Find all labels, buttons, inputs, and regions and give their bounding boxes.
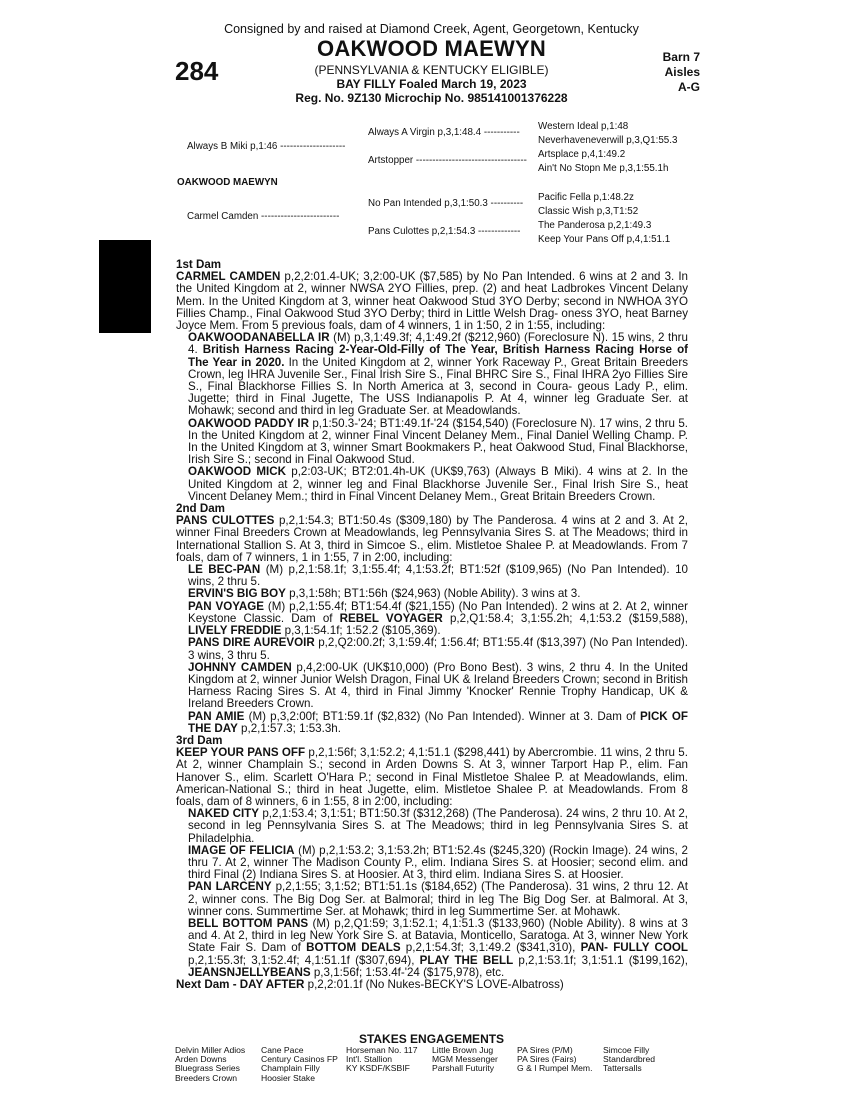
stakes-item: Champlain Filly (261, 1063, 320, 1074)
aisles-range: A-G (678, 80, 700, 94)
third-dam-entry: KEEP YOUR PANS OFF p,2,1:56f; 3,1:52.2; 4,1:51.1 ($298,441) by Abercrombie. 11 wins, 2 thru 5. At 2, winner Champlain S.; second in Arden Downs S. At 3, winner Tarport Hap P., elim. Fan Hanover S., elim. Scarlett O'Hara P.; second in Final Mistletoe Shalee P. at Meadowlands, elim. American-National S.; third in heat Jugette, elim. Mistletoe Shalee P. at Meadowlands. From 8 foals, dam of 8 winners, 6 in 1:55, 8 in 2:00, including: (176, 746, 688, 808)
stakes-item: Hoosier Stake (261, 1072, 315, 1083)
stakes-item: MGM Messenger (432, 1054, 498, 1065)
hip-number: 284 (175, 56, 219, 86)
stakes-item: Bluegrass Series (175, 1063, 240, 1074)
registration-line: Reg. No. 9Z130 Microchip No. 985141001376228 (295, 91, 568, 105)
produce-entry: LE BEC-PAN (M) p,2,1:58.1f; 3,1:55.4f; 4,1:53.2f; BT1:52f ($109,965) (No Pan Intended). 10 wins, 2 thru 5. (188, 563, 688, 589)
stakes-item: Cane Pace (261, 1045, 304, 1055)
second-dam-heading: 2nd Dam (176, 502, 225, 516)
stakes-column (261, 1046, 338, 1083)
stakes-item: Standardbred (603, 1054, 656, 1065)
third-dam-heading: 3rd Dam (176, 733, 223, 747)
consignor-line: Consigned by and raised at Diamond Creek, Agent, Georgetown, Kentucky (224, 22, 639, 36)
first-dam-heading: 1st Dam (176, 258, 222, 271)
first-dam-entry: CARMEL CAMDEN p,2,2:01.4-UK; 3,2:00-UK ($7,585) by No Pan Intended. 6 wins at 2 and 3. In the United Kingdom at 2, winner NWSA 2YO Fillies, prep. (2) and heat Ladbrokes Vincent Delany Mem. In the United Kingdom at 3, winner heat Oakwood Stud 3YO Derby; second in NWHOA 3YO Fillies Champ., Final Oakwood Stud 3YO Derby; third in Little Welsh Drag- oness 3YO, heat Barney Joyce Mem. From 5 previous foals, dam of 4 winners, 1 in 1:50, 2 in 1:55, including: (176, 270, 688, 333)
stakes-engagements-title: STAKES ENGAGEMENTS (358, 1032, 505, 1046)
pedigree-ggen-8: Keep Your Pans Off p,4,1:51.1 (538, 234, 671, 245)
stakes-column (175, 1046, 245, 1083)
produce-entry: OAKWOOD MICK p,2:03-UK; BT2:01.4h-UK (UK$9,763) (Always B Miki). 4 wins at 2. In the United Kingdom at 2, winner leg and Final Blackhorse Juvenile Ser., Final Irish Sire S., heat Vincent Delaney Mem.; third in Final Vincent Delaney Mem., Great Britain Breeders Crown. (188, 465, 688, 503)
stakes-item: Int'l. Stallion (346, 1054, 393, 1065)
foaled-line: BAY FILLY Foaled March 19, 2023 (336, 77, 527, 91)
produce-entry: PANS DIRE AUREVOIR p,2,Q2:00.2f; 3,1:59.4f; 1:56.4f; BT1:55.4f ($13,397) (No Pan Intended). 3 wins, 3 thru 5. (188, 636, 688, 662)
stakes-item: G & I Rumpel Mem. (517, 1063, 593, 1074)
stakes-item: Little Brown Jug (432, 1045, 494, 1055)
stakes-column (603, 1046, 655, 1074)
produce-entry: PAN LARCENY p,2,1:55; 3,1:52; BT1:51.1s ($184,652) (The Panderosa). 31 wins, 2 thru 12. At 2, winner cons. The Big Dog Ser. at Balmoral; third in leg The Big Dog Ser. at Balmoral. At 3, winner cons. Summertime Ser. at Mohawk; third in leg Summertime Ser. at Mohawk. (188, 880, 688, 918)
horse-name: OAKWOOD MAEWYN (317, 36, 546, 61)
eligibility-line: (PENNSYLVANIA & KENTUCKY ELIGIBLE) (314, 63, 549, 77)
pedigree-ggen-6: Classic Wish p,3,T1:52 (538, 206, 639, 217)
stakes-item: PA Sires (Fairs) (517, 1054, 577, 1065)
stakes-item: Parshall Futurity (432, 1063, 495, 1074)
stakes-item: PA Sires (P/M) (517, 1045, 573, 1055)
pedigree-ggen-4: Ain't No Stopn Me p,3,1:55.1h (538, 163, 669, 174)
produce-entry: JOHNNY CAMDEN p,4,2:00-UK (UK$10,000) (Pro Bono Best). 3 wins, 2 thru 4. In the United Kingdom at 2, winner Junior Welsh Dragon, Final UK & Ireland Breeders Crown; second in British Harness Racing Sires S. At 4, third in Final Jimmy 'Knocker' Rennie Trophy Handicap, UK & Ireland Breeders Crown. (188, 660, 688, 711)
produce-entry: OAKWOODANABELLA IR (M) p,3,1:49.3f; 4,1:49.2f ($212,960) (Foreclosure N). 15 wins, 2 thru 4. British Harness Racing 2-Year-Old-Filly of The Year, British Harness Racing Horse of The Year in 2020. In the United Kingdom at 2, winner York Raceway P., Great Britain Breeders Crown, leg IHRA Juvenile Ser., Final Irish Sire S., Final BHRC Sire S., Final IHRA 2yo Fillies Sire S., Final Blackhorse Fillies S. In North America at 3, second in Coura- geous Lady P., elim. Jugette; third in Final Jugette, The USS Indianapolis P. At 4, winner leg Graduate Ser. at Mohawk; second and third in leg Graduate Ser. at Meadowlands. (188, 331, 689, 418)
produce-entry: NAKED CITY p,2,1:53.4; 3,1:51; BT1:50.3f ($312,268) (The Panderosa). 24 wins, 2 thru 10. At 2, second in leg Pennsylvania Sires S. at The Meadows; third in leg Pennsylvania Sires S. at Philadelphia. (188, 807, 688, 845)
stakes-item: Tattersalls (603, 1063, 642, 1074)
stakes-item: Century Casinos FP (261, 1054, 338, 1065)
stakes-item: Arden Downs (175, 1054, 227, 1065)
pedigree-dam-sire: No Pan Intended p,3,1:50.3 ---------- (368, 198, 524, 209)
stakes-column (517, 1046, 592, 1074)
produce-entry: ERVIN'S BIG BOY p,3,1:58h; BT1:56h ($24,963) (Noble Ability). 3 wins at 3. (188, 587, 581, 601)
produce-entry: OAKWOOD PADDY IR p,1:50.3-'24; BT1:49.1f-'24 ($154,540) (Foreclosure N). 17 wins, 2 thru 5. In the United Kingdom at 2, winner Final Vincent Delaney Mem., Final Daniel Welling Champ. P. In the United Kingdom at 3, winner Smart Bookmakers P., heat Oakwood Stud, Final Blackhorse, Irish Sire S.; second in Final Oakwood Stud. (188, 416, 688, 467)
pedigree-sire-sire: Always A Virgin p,3,1:48.4 ----------- (368, 127, 520, 138)
pedigree-dam: Carmel Camden ------------------------ (187, 211, 340, 222)
pedigree-ggen-7: The Panderosa p,2,1:49.3 (538, 220, 652, 231)
pedigree-ggen-5: Pacific Fella p,1:48.2z (538, 192, 634, 203)
produce-entry: IMAGE OF FELICIA (M) p,2,1:53.2; 3,1:53.2h; BT1:52.4s ($245,320) (Rockin Image). 24 wins, 2 thru 7. At 2, winner The Madison County P., elim. Indiana Sires S. at Hoosier; second elim. and third Final (2) Indiana Sires S. at Hoosier. At 3, third elim. Indiana Sires S. at Hoosier. (188, 843, 688, 882)
produce-entry: PAN AMIE (M) p,3,2:00f; BT1:59.1f ($2,832) (No Pan Intended). Winner at 3. Dam of PICK OF THE DAY p,2,1:57.3; 1:53.3h. (188, 709, 688, 735)
stakes-item: KY KSDF/KSBIF (346, 1063, 410, 1074)
next-dam-line: Next Dam - DAY AFTER p,2,2:01.1f (No Nukes-BECKY'S LOVE-Albatross) (176, 977, 564, 991)
pedigree-dam-dam: Pans Culottes p,2,1:54.3 ------------- (368, 226, 521, 237)
catalog-body (176, 259, 688, 991)
produce-entry: PAN VOYAGE (M) p,2,1:55.4f; BT1:54.4f ($21,155) (No Pan Intended). 2 wins at 2. At 2, winner Keystone Classic. Dam of REBEL VOYAGER p,2,Q1:58.4; 3,1:55.2h; 4,1:53.2 ($159,588), LIVELY FREDDIE p,3,1:54.1f; 1:52.2 ($105,369). (188, 599, 688, 638)
stakes-item: Delvin Miller Adios (175, 1045, 246, 1055)
pedigree-ggen-2: Neverhaveneverwill p,3,Q1:55.3 (538, 135, 678, 146)
produce-entry: BELL BOTTOM PANS (M) p,2,Q1:59; 3,1:52.1; 4,1:51.3 ($133,960) (Noble Ability). 8 wins at 3 and 4. At 2, third in leg New York Sire S. at Batavia, Monticello, Saratoga. At 3, winner New York State Fair S. Dam of BOTTOM DEALS p,2,1:54.3f; 3,1:49.2 ($341,310), PAN- FULLY COOL p,2,1:55.3f; 3,1:52.4f; 4,1:51.1f ($307,694), PLAY THE BELL p,2,1:53.1f; 3,1:51.1 ($199,162), JEANSNJELLYBEANS p,3,1:56f; 1:53.4f-'24 ($175,978), etc. (188, 916, 689, 979)
barn-location (640, 50, 700, 95)
stakes-item: Breeders Crown (175, 1072, 238, 1083)
pedigree-subject: OAKWOOD MAEWYN (177, 177, 278, 188)
stakes-column (432, 1046, 498, 1074)
stakes-column (346, 1046, 418, 1074)
aisles-label: Aisles (664, 65, 700, 79)
stakes-item: Simcoe Filly (603, 1045, 650, 1055)
pedigree-sire-dam: Artstopper ---------------------------------- (368, 155, 527, 166)
stakes-item: Horseman No. 117 (346, 1045, 418, 1055)
pedigree-sire: Always B Miki p,1:46 -------------------- (187, 141, 346, 152)
pedigree-ggen-3: Artsplace p,4,1:49.2 (538, 149, 626, 160)
redaction-bar (99, 240, 151, 333)
second-dam-entry: PANS CULOTTES p,2,1:54.3; BT1:50.4s ($309,180) by The Panderosa. 4 wins at 2 and 3. At 2, winner Final Breeders Crown at Meadowlands, leg Pennsylvania Sires S. at The Meadows; third in International Stallion S. At 3, third in Simcoe S., elim. Mistletoe Shalee P. at Meadowlands. From 7 foals, dam of 7 winners, 1 in 1:55, 7 in 2:00, including: (176, 514, 688, 564)
barn-label: Barn 7 (662, 50, 700, 64)
pedigree-ggen-1: Western Ideal p,1:48 (538, 121, 629, 132)
